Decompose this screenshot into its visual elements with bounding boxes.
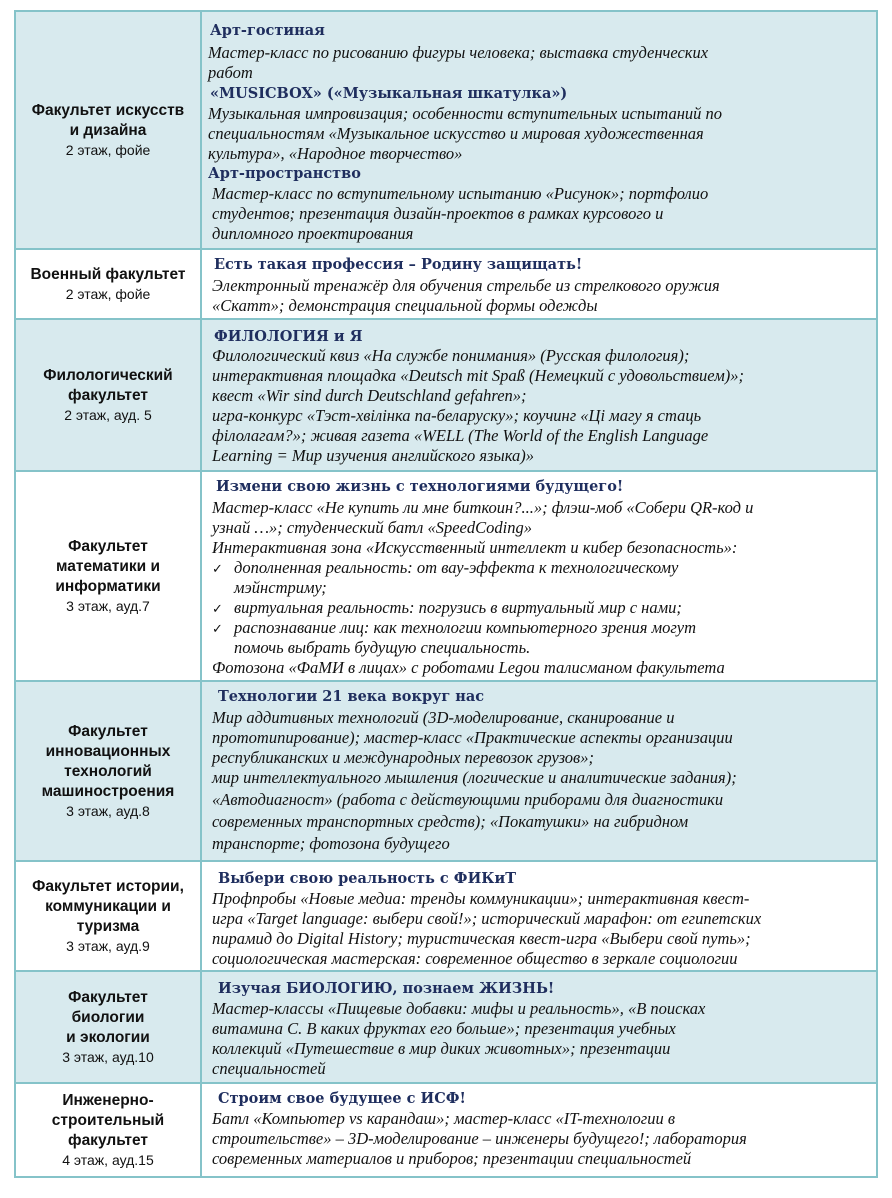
check-icon: ✓ [212, 622, 223, 637]
event-line: коллекций «Путешествие в мир диких животных»; презентации [212, 1039, 671, 1058]
faculty-location: 4 этаж, ауд.15 [62, 1151, 154, 1168]
faculty-name: Факультет искусств и дизайна [31, 101, 185, 139]
bullet-item: ✓ распознавание лиц: как технологии компьютерного зрения могут [212, 618, 697, 637]
event-line: Мастер-класс по рисованию фигуры человека; выставка студенческих [208, 43, 709, 62]
table-row [16, 972, 876, 1084]
faculty-location: 3 этаж, ауд.7 [66, 597, 150, 614]
faculty-location: 2 этаж, фойе [65, 285, 151, 302]
event-line: культура», «Народное творчество» [208, 144, 463, 163]
event-line: Интерактивная зона «Искусственный интеллект и кибер безопасность»: [212, 538, 738, 557]
event-line: «Скатт»; демонстрация специальной формы одежды [212, 296, 598, 315]
event-line: Фотозона «ФаМИ в лицах» с роботами Legoи талисманом факультета [212, 658, 725, 677]
event-line: республиканских и международных перевозок грузов»; [212, 748, 594, 767]
event-title: Арт-гостиная [210, 22, 325, 39]
faculty-cell [16, 250, 202, 318]
faculty-name: Филологический факультет [43, 366, 173, 404]
event-line: витамина С. В каких фруктах его больше»; презентация учебных [212, 1019, 676, 1038]
check-icon: ✓ [212, 602, 223, 617]
faculty-name: Факультет биологии и экологии [66, 988, 150, 1046]
table-row [16, 250, 876, 320]
table-row [16, 682, 876, 862]
check-icon: ✓ [212, 562, 223, 577]
event-line: работ [208, 63, 253, 82]
bullet-item: ✓ виртуальная реальность: погрузись в виртуальный мир с нами; [212, 598, 682, 617]
faculty-name: Факультет инновационных технологий машиностроения [41, 722, 175, 800]
event-line: Мастер-класс «Не купить ли мне биткоин?...»; флэш-моб «Собери QR-код и [212, 498, 754, 517]
faculty-name: Инженерно- строительный факультет [51, 1091, 165, 1149]
event-line: помочь выбрать будущую специальность. [234, 638, 531, 657]
event-title: Изучая БИОЛОГИЮ, познаем ЖИЗНЬ! [218, 980, 555, 997]
event-line: современных транспортных средств); «Покатушки» на гибридном [212, 812, 689, 831]
faculty-cell [16, 1084, 202, 1176]
faculty-location: 3 этаж, ауд.8 [66, 802, 150, 819]
table-row [16, 472, 876, 682]
event-line: интерактивная площадка «Deutsch mit Spaß (Немецкий с удовольствием)»; [212, 366, 744, 385]
event-title: Измени свою жизнь с технологиями будущего! [216, 478, 624, 495]
event-line: узнай …»; студенческий батл «SpeedCoding» [212, 518, 532, 537]
event-line: «Автодиагност» (работа с действующими приборами для диагностики [212, 790, 724, 809]
faculty-location: 3 этаж, ауд.9 [66, 937, 150, 954]
event-line: социологическая мастерская: современное общество в зеркале социологии [212, 949, 738, 968]
event-line: Мастер-класс по вступительному испытанию «Рисунок»; портфолио [212, 184, 709, 203]
event-line: специальностям «Музыкальное искусство и мировая художественная [208, 124, 704, 143]
faculty-name: Военный факультет [30, 265, 186, 283]
event-line: современных материалов и приборов; презентации специальностей [212, 1149, 692, 1168]
faculty-location: 2 этаж, фойе [65, 141, 151, 158]
event-line: філолагам?»; живая газета «WELL (The World of the English Language [212, 426, 709, 445]
event-line: мэйнстриму; [234, 578, 327, 597]
faculty-cell [16, 472, 202, 680]
faculty-cell [16, 972, 202, 1082]
event-title: Технологии 21 века вокруг нас [218, 688, 485, 705]
faculty-name: Факультет математики и информатики [55, 537, 161, 595]
event-line: строительстве» – 3D-моделирование – инженеры будущего!; лаборатория [212, 1129, 747, 1148]
event-line: специальностей [212, 1059, 326, 1078]
events-table [14, 10, 878, 1178]
event-line: Learning = Мир изучения английского языка)» [212, 446, 534, 465]
faculty-cell [16, 862, 202, 970]
event-line: прототипирование); мастер-класс «Практические аспекты организации [212, 728, 733, 747]
event-title: ФИЛОЛОГИЯ и Я [214, 328, 363, 345]
event-line: Филологический квиз «На службе понимания» (Русская филология); [212, 346, 690, 365]
table-row [16, 320, 876, 472]
event-line: игра-конкурс «Тэст-хвілінка па-беларуску»; коучинг «Ці магу я стаць [212, 406, 702, 425]
event-line: Музыкальная импровизация; особенности вступительных испытаний по [208, 104, 723, 123]
faculty-name: Факультет истории, коммуникации и туризма [32, 877, 184, 935]
event-line: Профпробы «Новые медиа: тренды коммуникации»; интерактивная квест- [212, 889, 750, 908]
faculty-cell [16, 12, 202, 248]
event-line: дипломного проектирования [212, 224, 414, 243]
faculty-cell [16, 320, 202, 470]
event-line: квест «Wir sind durch Deutschland gefahren»; [212, 386, 527, 405]
event-title: «MUSICBOX» («Музыкальная шкатулка») [210, 85, 568, 102]
event-title: Арт-пространство [208, 165, 361, 182]
bullet-item: ✓ дополненная реальность: от вау-эффекта к технологическому [212, 558, 679, 577]
event-line: мир интеллектуального мышления (логические и аналитические задания); [212, 768, 737, 787]
event-line: Батл «Компьютер vs карандаш»; мастер-класс «IT-технологии в [212, 1109, 675, 1128]
table-row [16, 1084, 876, 1176]
event-title: Есть такая профессия – Родину защищать! [214, 256, 583, 273]
event-line: Мир аддитивных технологий (3D-моделирование, сканирование и [212, 708, 675, 727]
event-title: Строим свое будущее с ИСФ! [218, 1090, 466, 1107]
event-line: пирамид до Digital History; туристическая квест-игра «Выбери свой путь»; [212, 929, 751, 948]
faculty-cell [16, 682, 202, 860]
event-line: игра «Target language: выбери свой!»; исторический марафон: от египетских [212, 909, 762, 928]
event-line: Электронный тренажёр для обучения стрельбе из стрелкового оружия [212, 276, 720, 295]
event-line: Мастер-классы «Пищевые добавки: мифы и реальность», «В поисках [212, 999, 706, 1018]
faculty-location: 2 этаж, ауд. 5 [64, 406, 152, 423]
table-row [16, 12, 876, 250]
event-line: студентов; презентация дизайн-проектов в рамках курсового и [212, 204, 664, 223]
faculty-location: 3 этаж, ауд.10 [62, 1048, 154, 1065]
event-line: транспорте; фотозона будущего [212, 834, 450, 853]
event-title: Выбери свою реальность с ФИКиТ [218, 870, 517, 887]
table-row [16, 862, 876, 972]
